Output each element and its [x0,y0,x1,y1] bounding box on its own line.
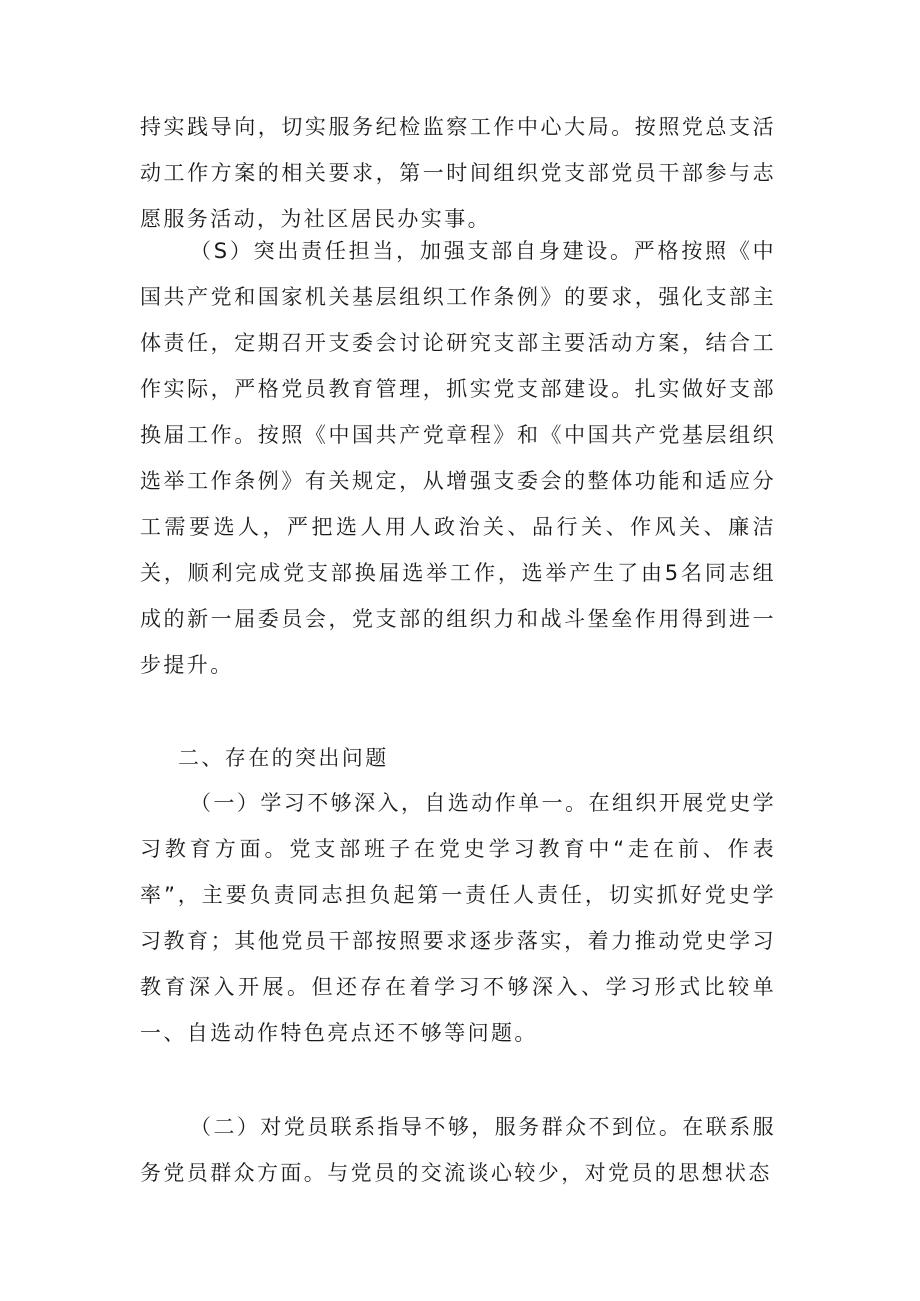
paragraph-study-problem: （一）学习不够深入，自选动作单一。在组织开展党史学习教育方面。党支部班子在党史学习教育中“走在前、作表率”，主要负责同志担负起第一责任人责任，切实抓好党史学习教育；其他党员干部按照要求逐步落实，着力推动党史学习教育深入开展。但还存在着学习不够深入、学习形式比较单一、自选动作特色亮点还不够等问题。 [140,791,776,1045]
section-heading-problems: 二、存在的突出问题 [178,746,389,770]
paragraph-member-contact-problem: （二）对党员联系指导不够，服务群众不到位。在联系服务党员群众方面。与党员的交流谈心较少，对党员的思想状态 [140,1115,776,1185]
paragraph-branch-building: （S）突出责任担当，加强支部自身建设。严格按照《中国共产党和国家机关基层组织工作条例》的要求，强化支部主体责任，定期召开支委会讨论研究支部主要活动方案，结合工作实际，严格党员教育管理，抓实党支部建设。扎实做好支部换届工作。按照《中国共产党章程》和《中国共产党基层组织选举工作条例》有关规定，从增强支委会的整体功能和适应分工需要选人，严把选人用人政治关、品行关、作风关、廉洁关，顺利完成党支部换届选举工作，选举产生了由5名同志组成的新一届委员会，党支部的组织力和战斗堡垒作用得到进一步提升。 [140,239,776,677]
paragraph-volunteer-service: 持实践导向，切实服务纪检监察工作中心大局。按照党总支活动工作方案的相关要求，第一时间组织党支部党员干部参与志愿服务活动，为社区居民办实事。 [140,115,776,231]
